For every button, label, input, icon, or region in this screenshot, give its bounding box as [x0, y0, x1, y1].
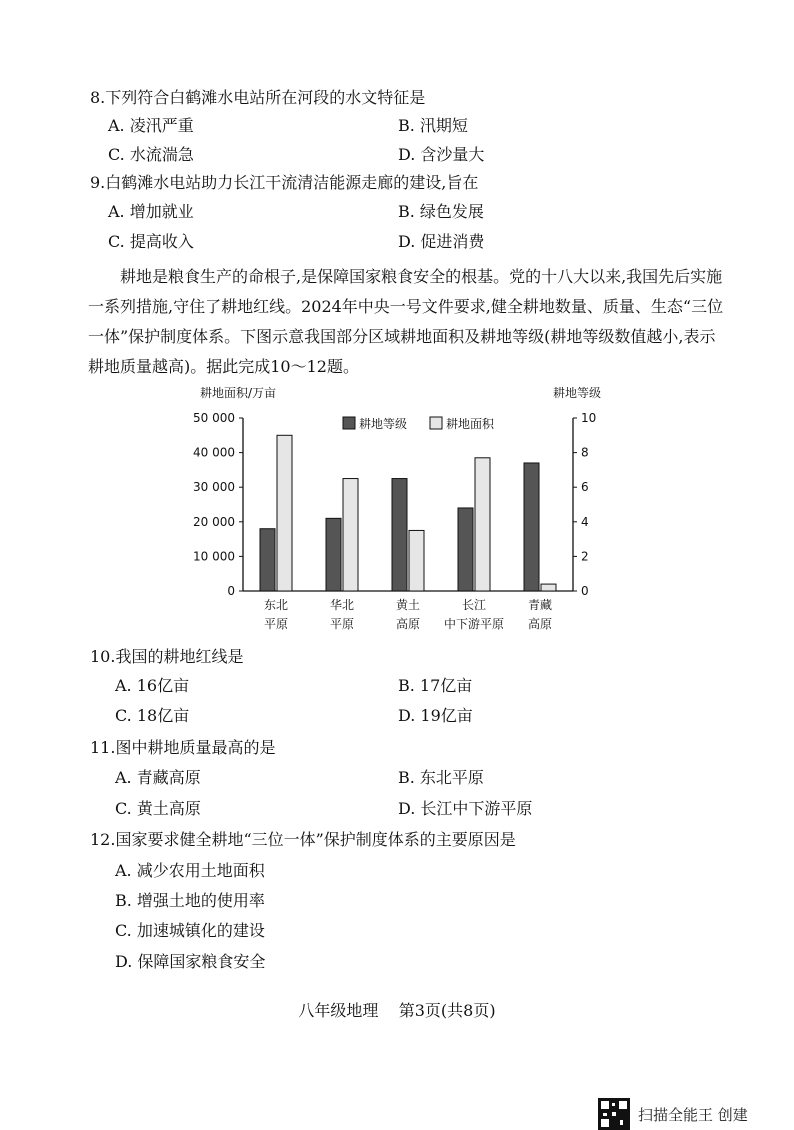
question-11-option-a: A. 青藏高原: [115, 768, 201, 787]
question-9-option-b: B. 绿色发展: [398, 202, 484, 221]
question-12-option-a: A. 减少农用土地面积: [115, 861, 265, 880]
category-label: 华北: [329, 598, 355, 612]
right-tick-label: 6: [581, 480, 589, 495]
bar-grade: [458, 508, 473, 591]
question-9-option-c: C. 提高收入: [108, 232, 194, 251]
left-tick-label: 40 000: [193, 445, 235, 460]
bar-grade: [392, 479, 407, 591]
category-label: 长江: [461, 598, 487, 612]
right-tick-label: 8: [581, 445, 589, 460]
question-12-stem: 12.国家要求健全耕地“三位一体”保护制度体系的主要原因是: [90, 830, 516, 849]
left-tick-label: 20 000: [193, 514, 235, 529]
right-tick-label: 2: [581, 549, 589, 564]
left-tick-label: 30 000: [193, 480, 235, 495]
legend-label-grade: 耕地等级: [359, 417, 408, 431]
category-label: 青藏: [527, 598, 553, 612]
question-12-option-c: C. 加速城镇化的建设: [115, 921, 265, 940]
question-11-stem: 11.图中耕地质量最高的是: [90, 738, 276, 757]
legend-swatch-area: [430, 417, 442, 429]
question-12-option-d: D. 保障国家粮食安全: [115, 952, 266, 971]
legend-swatch-grade: [343, 417, 355, 429]
scanner-watermark: [598, 1098, 748, 1130]
bar-area: [343, 479, 358, 591]
question-10-option-c: C. 18亿亩: [115, 706, 190, 725]
question-11-option-b: B. 东北平原: [398, 768, 484, 787]
category-label: 平原: [329, 617, 355, 631]
category-label: 平原: [263, 617, 289, 631]
bar-area: [475, 458, 490, 591]
right-axis-title: 耕地等级: [553, 386, 602, 400]
question-8-option-c: C. 水流湍急: [108, 145, 194, 164]
question-11-option-c: C. 黄土高原: [115, 799, 201, 818]
bar-grade: [260, 529, 275, 591]
left-tick-label: 50 000: [193, 411, 235, 425]
bar-grade: [524, 463, 539, 591]
bar-area: [541, 584, 556, 591]
question-8-option-d: D. 含沙量大: [398, 145, 485, 164]
question-9-stem: 9.白鹤滩水电站助力长江干流清洁能源走廊的建设,旨在: [90, 173, 479, 192]
right-tick-label: 0: [581, 584, 589, 598]
question-10-option-d: D. 19亿亩: [398, 706, 473, 725]
watermark-text: 扫描全能王 创建: [638, 1105, 748, 1124]
question-8-option-b: B. 汛期短: [398, 116, 468, 135]
question-8-option-a: A. 凌汛严重: [108, 116, 194, 135]
right-tick-label: 4: [581, 514, 589, 529]
question-12-option-b: B. 增强土地的使用率: [115, 891, 265, 910]
left-tick-label: 10 000: [193, 549, 235, 564]
question-8-stem: 8.下列符合白鹤滩水电站所在河段的水文特征是: [90, 88, 426, 107]
question-10-option-a: A. 16亿亩: [115, 676, 190, 695]
question-9-option-a: A. 增加就业: [108, 202, 194, 221]
category-label: 高原: [527, 617, 553, 631]
legend-label-area: 耕地面积: [446, 417, 495, 431]
reading-passage: 耕地是粮食生产的命根子,是保障国家粮食安全的根基。党的十八大以来,我国先后实施一系列措施,守住了耕地红线。2024年中央一号文件要求,健全耕地数量、质量、生态“三位一体”保护制度体系。下图示意我国部分区域耕地面积及耕地等级(耕地等级数值越小,表示耕地质量越高)。据此完成10～12题。: [88, 267, 724, 376]
category-label: 东北: [263, 598, 289, 612]
bar-area: [409, 530, 424, 591]
page-footer: 八年级地理 第3页(共8页): [298, 1001, 496, 1020]
question-10-stem: 10.我国的耕地红线是: [90, 647, 244, 666]
question-9-option-d: D. 促进消费: [398, 232, 485, 251]
bar-area: [277, 435, 292, 591]
category-label: 黄土: [395, 598, 421, 612]
category-label: 高原: [395, 617, 421, 631]
bar-grade: [326, 518, 341, 591]
question-10-option-b: B. 17亿亩: [398, 676, 473, 695]
left-axis-title: 耕地面积/万亩: [200, 386, 277, 400]
qr-code-icon: [598, 1098, 630, 1130]
left-tick-label: 0: [227, 584, 235, 598]
category-label: 中下游平原: [443, 617, 505, 631]
right-tick-label: 10: [581, 411, 597, 425]
farmland-chart: [0, 380, 794, 635]
question-11-option-d: D. 长江中下游平原: [398, 799, 533, 818]
